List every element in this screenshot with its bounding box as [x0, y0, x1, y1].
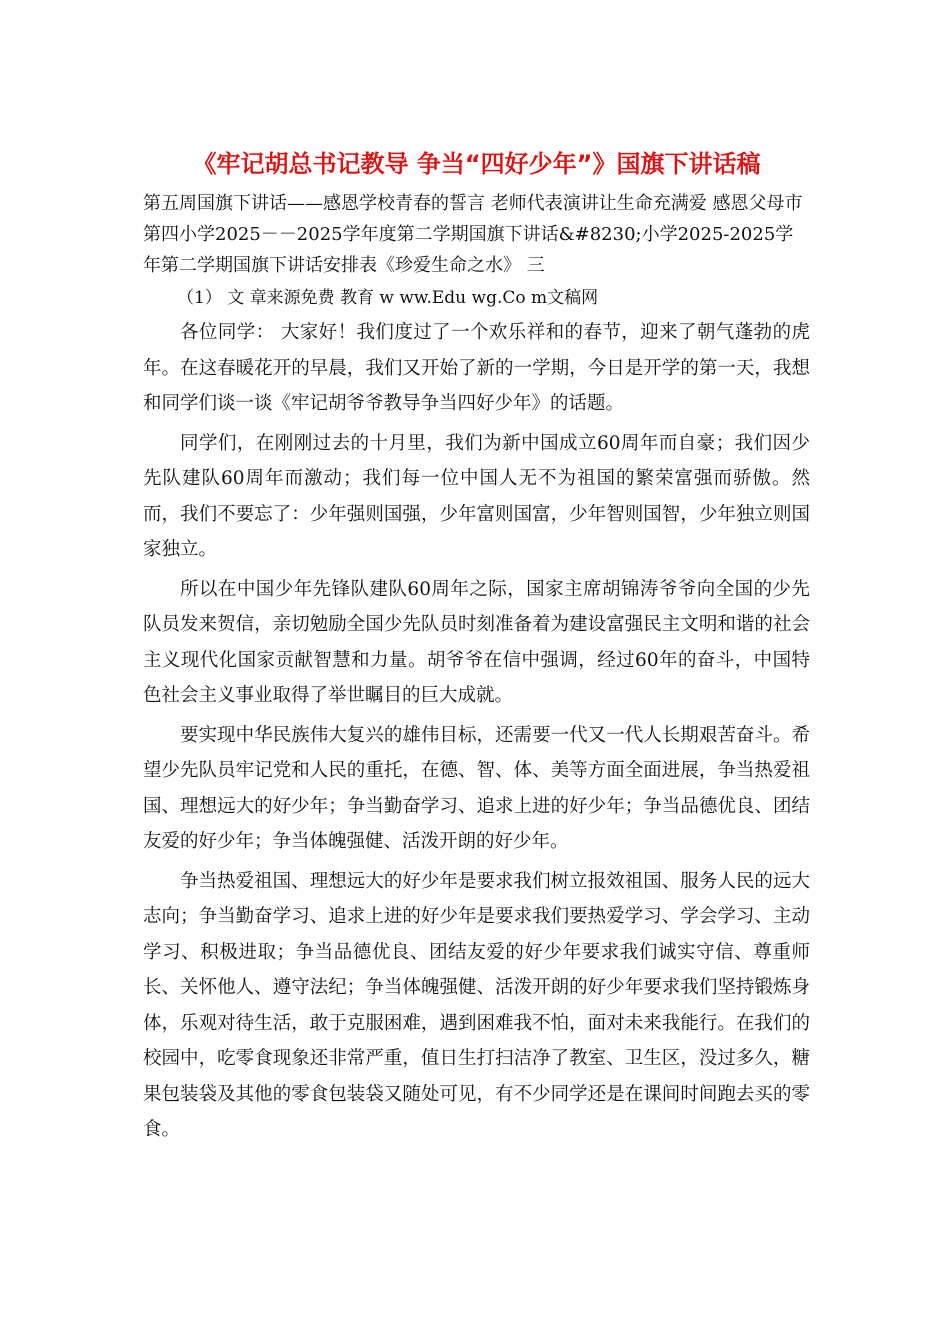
paragraph-goal: 要实现中华民族伟大复兴的雄伟目标，还需要一代又一代人长期艰苦奋斗。希望少先队员牢记党和人民的重托，在德、智、体、美等方面全面进展，争当热爱祖国、理想远大的好少年；争当勤奋学习、追求上进的好少年；争当品德优良、团结友爱的好少年；争当体魄强健、活泼开朗的好少年。 — [143, 724, 810, 852]
source-line: （1） 文 章来源免费 教育 w ww.Edu wg.Co m文稿网 — [177, 288, 599, 308]
document-subtitle: 第五周国旗下讲话——感恩学校青春的誓言 老师代表演讲让生命充满爱 感恩父母市第四小学2025－－2025学年度第二学期国旗下讲话&#8230;小学2025-2025学年第二学期国旗下讲话安排表《珍爱生命之水》 三 — [143, 193, 803, 276]
paragraph-letter: 所以在中国少年先锋队建队60周年之际，国家主席胡锦涛爷爷向全国的少先队员发来贺信，亲切勉励全国少先队员时刻准备着为建设富强民主文明和谐的社会主义现代化国家贡献智慧和力量。胡爷爷在信中强调，经过60年的奋斗，中国特色社会主义事业取得了举世瞩目的巨大成就。 — [143, 578, 810, 706]
paragraph-greeting: 各位同学： 大家好！我们度过了一个欢乐祥和的春节，迎来了朝气蓬勃的虎年。在这春暖花开的早晨，我们又开始了新的一学期，今日是开学的第一天，我想和同学们谈一谈《牢记胡爷爷教导争当四好少年》的话题。 — [143, 322, 810, 414]
paragraph-october: 同学们，在刚刚过去的十月里，我们为新中国成立60周年而自豪；我们因少先队建队60周年而激动；我们每一位中国人无不为祖国的繁荣富强而骄傲。然而，我们不要忘了：少年强则国强，少年富则国富，少年智则国智，少年独立则国家独立。 — [143, 432, 810, 560]
document-title: 《牢记胡总书记教导 争当“四好少年”》国旗下讲话稿 — [192, 150, 761, 178]
paragraph-requirements: 争当热爱祖国、理想远大的好少年是要求我们树立报效祖国、服务人民的远大志向；争当勤奋学习、追求上进的好少年是要求我们要热爱学习、学会学习、主动学习、积极进取；争当品德优良、团结友爱的好少年要求我们诚实守信、尊重师长、关怀他人、遵守法纪；争当体魄强健、活泼开朗的好少年要求我们坚持锻炼身体，乐观对待生活，敢于克服困难，遇到困难我不怕，面对未来我能行。在我们的校园中，吃零食现象还非常严重，值日生打扫洁净了教室、卫生区，没过多久，糖果包装袋及其他的零食包装袋又随处可见，有不少同学还是在课间时间跑去买的零食。 — [143, 870, 810, 1140]
